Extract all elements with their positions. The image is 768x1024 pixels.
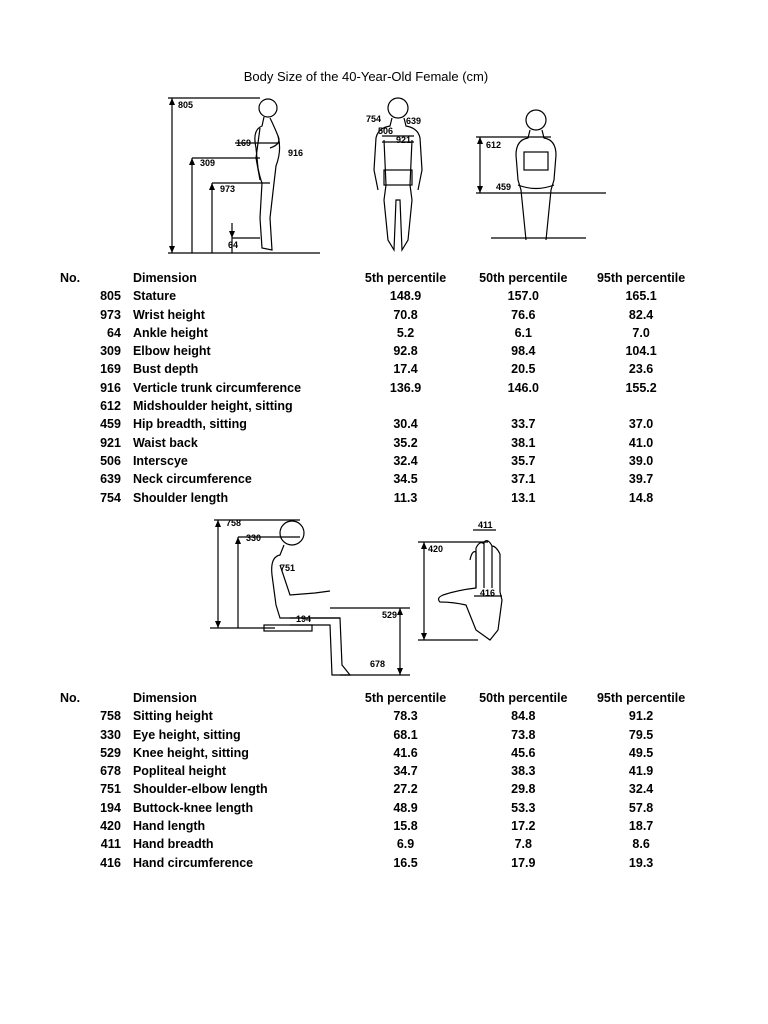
cell-dimension: Interscye <box>132 453 188 468</box>
table-row <box>60 452 700 470</box>
cell-no: 973 <box>100 307 121 322</box>
cell-dimension: Midshoulder height, sitting <box>132 399 293 414</box>
dimension-table-1 <box>60 269 700 507</box>
label-416: 416 <box>480 588 496 598</box>
cell-p95: 79.5 <box>628 727 654 742</box>
cell-no: 506 <box>100 453 121 468</box>
label-758: 758 <box>226 518 242 528</box>
cell-dimension: Stature <box>132 289 177 304</box>
cell-dimension: Shoulder length <box>132 490 229 505</box>
cell-p5: 30.4 <box>393 417 418 432</box>
cell-dimension: Elbow height <box>132 344 211 359</box>
cell-p5: 70.8 <box>393 307 418 322</box>
cell-p95: 57.8 <box>628 800 654 815</box>
header-95th: 95th percentile <box>596 271 686 285</box>
header-95th: 95th percentile <box>596 691 686 705</box>
seated-side-figure <box>200 515 415 680</box>
cell-p5: 34.5 <box>393 472 418 487</box>
header-no: No. <box>60 691 81 705</box>
table-row <box>60 726 700 744</box>
cell-dimension: Wrist height <box>132 307 205 322</box>
label-678: 678 <box>370 659 386 669</box>
standing-side-figure <box>160 88 325 258</box>
table-row <box>60 854 700 872</box>
hand-figure <box>418 520 533 650</box>
cell-p95: 49.5 <box>628 745 654 760</box>
cell-p95: 37.0 <box>628 417 654 432</box>
cell-p5: 15.8 <box>393 819 418 834</box>
cell-p5: 34.7 <box>393 764 418 779</box>
cell-p50: 13.1 <box>511 490 536 505</box>
table-row <box>60 306 700 324</box>
header-5th: 5th percentile <box>364 271 447 285</box>
label-420: 420 <box>428 544 444 554</box>
cell-p50: 35.7 <box>511 453 536 468</box>
cell-p95: 7.0 <box>632 325 650 340</box>
cell-no: 751 <box>100 782 121 797</box>
table-row <box>60 434 700 452</box>
cell-p5: 148.9 <box>389 289 422 304</box>
cell-p5: 48.9 <box>393 800 418 815</box>
table-header-row <box>60 689 700 707</box>
cell-no: 416 <box>100 855 121 870</box>
cell-p50: 6.1 <box>514 325 532 340</box>
cell-dimension: Hand length <box>132 819 206 834</box>
label-751: 751 <box>280 563 296 573</box>
cell-p5: 41.6 <box>393 745 418 760</box>
cell-p50 <box>464 397 582 415</box>
label-921: 921 <box>396 135 412 145</box>
cell-no: 64 <box>107 325 121 340</box>
seated-front-figure <box>466 100 611 250</box>
cell-p5: 5.2 <box>396 325 415 340</box>
cell-p50: 157.0 <box>507 289 539 304</box>
cell-p50: 38.1 <box>511 435 536 450</box>
table-row <box>60 415 700 433</box>
cell-p50: 146.0 <box>507 380 539 395</box>
table-row <box>60 470 700 488</box>
label-411: 411 <box>478 520 493 530</box>
cell-p95: 18.7 <box>628 819 654 834</box>
table-row <box>60 835 700 853</box>
cell-no: 805 <box>100 289 121 304</box>
cell-p5: 6.9 <box>396 837 415 852</box>
cell-p50: 17.2 <box>511 819 536 834</box>
cell-p5: 92.8 <box>393 344 418 359</box>
table-row <box>60 744 700 762</box>
table-row <box>60 489 700 507</box>
cell-p95: 39.7 <box>628 472 654 487</box>
cell-dimension: Sitting height <box>132 709 213 724</box>
cell-p50: 76.6 <box>511 307 536 322</box>
cell-p5 <box>347 397 465 415</box>
table-header-row <box>60 269 700 287</box>
cell-p95: 82.4 <box>628 307 654 322</box>
cell-p5: 27.2 <box>393 782 418 797</box>
table-row <box>60 342 700 360</box>
label-916: 916 <box>288 148 304 158</box>
cell-dimension: Hand breadth <box>132 837 214 852</box>
label-459: 459 <box>496 182 512 192</box>
cell-no: 169 <box>100 362 121 377</box>
cell-p95: 32.4 <box>628 782 654 797</box>
table-row <box>60 707 700 725</box>
label-330: 330 <box>246 533 262 543</box>
cell-dimension: Verticle trunk circumference <box>132 380 302 395</box>
cell-p50: 37.1 <box>511 472 536 487</box>
cell-dimension: Eye height, sitting <box>132 727 241 742</box>
label-639: 639 <box>406 116 422 126</box>
cell-no: 330 <box>100 727 121 742</box>
header-5th: 5th percentile <box>364 691 447 705</box>
cell-no: 420 <box>100 819 121 834</box>
cell-no: 758 <box>100 709 121 724</box>
table-row <box>60 817 700 835</box>
cell-p5: 16.5 <box>393 855 418 870</box>
cell-p50: 38.3 <box>511 764 536 779</box>
table-row <box>60 762 700 780</box>
label-754: 754 <box>366 114 382 124</box>
table-row <box>60 360 700 378</box>
cell-p95: 165.1 <box>625 289 657 304</box>
label-805: 805 <box>178 100 194 110</box>
cell-p95: 104.1 <box>625 344 657 359</box>
cell-p5: 11.3 <box>393 490 418 505</box>
cell-dimension: Ankle height <box>132 325 208 340</box>
cell-p5: 35.2 <box>393 435 418 450</box>
label-64: 64 <box>228 240 239 250</box>
cell-dimension: Waist back <box>132 435 198 450</box>
cell-no: 612 <box>100 399 121 414</box>
cell-p95: 8.6 <box>632 837 650 852</box>
header-dimension: Dimension <box>132 691 197 705</box>
label-612: 612 <box>486 140 502 150</box>
cell-p95 <box>582 397 700 415</box>
cell-p95: 91.2 <box>628 709 654 724</box>
cell-p95: 155.2 <box>625 380 657 395</box>
cell-p95: 19.3 <box>628 855 654 870</box>
dimension-table-2 <box>60 689 700 872</box>
cell-p50: 98.4 <box>511 344 536 359</box>
cell-no: 921 <box>100 435 121 450</box>
header-50th: 50th percentile <box>479 691 568 705</box>
cell-no: 309 <box>100 344 121 359</box>
cell-p50: 17.9 <box>511 855 536 870</box>
cell-no: 194 <box>100 800 121 815</box>
cell-p95: 23.6 <box>628 362 654 377</box>
cell-p95: 39.0 <box>628 453 654 468</box>
cell-no: 529 <box>100 745 121 760</box>
cell-no: 754 <box>100 490 121 505</box>
cell-dimension: Hip breadth, sitting <box>132 417 247 432</box>
cell-p5: 17.4 <box>393 362 418 377</box>
cell-dimension: Knee height, sitting <box>132 745 249 760</box>
table-row <box>60 780 700 798</box>
cell-p50: 45.6 <box>511 745 536 760</box>
header-dimension: Dimension <box>132 271 197 285</box>
cell-p50: 29.8 <box>511 782 536 797</box>
cell-dimension: Popliteal height <box>132 764 227 779</box>
cell-dimension: Hand circumference <box>132 855 254 870</box>
table-row <box>60 397 700 415</box>
table-row <box>60 324 700 342</box>
label-506: 506 <box>378 126 394 136</box>
table-row <box>60 799 700 817</box>
label-529: 529 <box>382 610 398 620</box>
cell-no: 459 <box>100 417 121 432</box>
standing-back-figure <box>358 90 438 255</box>
cell-no: 916 <box>100 380 121 395</box>
table-row <box>60 287 700 305</box>
document-title: Body Size of the 40-Year-Old Female (cm) <box>243 69 489 84</box>
cell-no: 678 <box>100 764 121 779</box>
cell-p5: 68.1 <box>393 727 418 742</box>
table-row <box>60 379 700 397</box>
cell-p50: 84.8 <box>511 709 536 724</box>
cell-p50: 20.5 <box>511 362 536 377</box>
cell-p95: 14.8 <box>628 490 654 505</box>
cell-p50: 73.8 <box>511 727 536 742</box>
cell-p50: 33.7 <box>511 417 536 432</box>
cell-dimension: Buttock-knee length <box>132 800 254 815</box>
cell-no: 411 <box>100 837 121 852</box>
cell-dimension: Neck circumference <box>132 472 252 487</box>
label-169: 169 <box>236 138 252 148</box>
cell-p95: 41.0 <box>628 435 654 450</box>
label-194: 194 <box>296 614 312 624</box>
cell-dimension: Shoulder-elbow length <box>132 782 268 797</box>
cell-no: 639 <box>100 472 121 487</box>
label-973: 973 <box>220 184 236 194</box>
cell-dimension: Bust depth <box>132 362 199 377</box>
cell-p5: 136.9 <box>389 380 422 395</box>
cell-p95: 41.9 <box>628 764 654 779</box>
cell-p50: 53.3 <box>511 800 536 815</box>
cell-p5: 32.4 <box>393 453 418 468</box>
label-309: 309 <box>200 158 216 168</box>
header-50th: 50th percentile <box>479 271 568 285</box>
cell-p5: 78.3 <box>393 709 418 724</box>
header-no: No. <box>60 271 81 285</box>
cell-p50: 7.8 <box>514 837 532 852</box>
